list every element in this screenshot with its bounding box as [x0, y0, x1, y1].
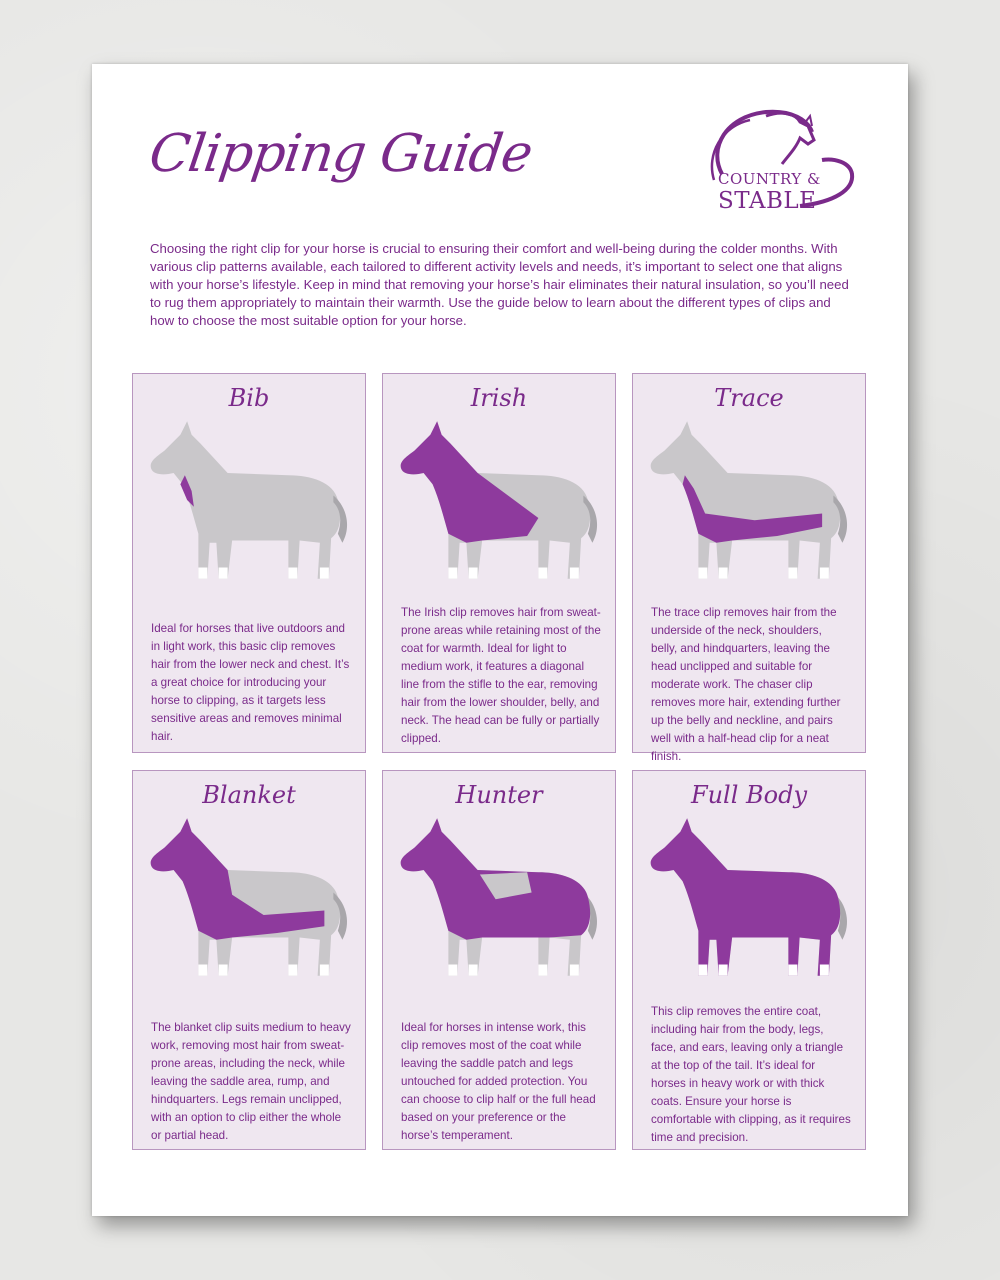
clip-card-full — [632, 770, 866, 1150]
clip-card-trace — [632, 373, 866, 763]
intro-paragraph: Choosing the right clip for your horse is crucial to ensuring their comfort and well-being during the colder months. With various clip patterns available, each tailored to different activity levels and needs, it’s important to select one that aligns with your horse’s lifestyle. Keep in mind that removing your horse’s hair eliminates their natural insulation, so you’ll need to rug them appropriately to maintain their warmth. Use the guide below to learn about the different types of clips and how to choose the most suitable option for your horse. — [150, 241, 849, 328]
horse-irish-clip-illustration — [389, 410, 609, 590]
horse-full-clip-illustration — [639, 807, 859, 987]
logo-text-country: COUNTRY & — [718, 170, 821, 188]
horse-hunter-clip-illustration — [389, 807, 609, 987]
clip-card-title: Hunter — [455, 781, 543, 809]
clip-card-hunter — [382, 770, 616, 1150]
clip-card-description: This clip removes the entire coat, including hair from the body, legs, face, and ears, leaving only a triangle at the top of the tail. It’s ideal for horses in heavy work or with thick coats. Ensure your horse is comfortable with clipping, as it requires time and precision. — [651, 1005, 851, 1144]
clip-card-description: The trace clip removes hair from the underside of the neck, shoulders, belly, and hindquarters, leaving the head unclipped and suitable for moderate work. The chaser clip removes more hair, extending further up the belly and neckline, and pairs well with a half-head clip for a neat finish. — [651, 606, 841, 763]
clip-card-irish — [382, 373, 616, 753]
clip-card-description: The Irish clip removes hair from sweat-prone areas while retaining most of the coat for warmth. Ideal for light to medium work, it features a diagonal line from the stifle to the ear, removing hair from the lower shoulder, belly, and neck. The head can be fully or partially clipped. — [401, 606, 601, 745]
clip-card-bib — [132, 373, 366, 753]
page-title: Clipping Guide — [145, 124, 536, 184]
horse-bib-clip-illustration — [139, 410, 359, 590]
clip-card-description: The blanket clip suits medium to heavy work, removing most hair from sweat-prone areas, including the neck, while leaving the saddle area, rump, and hindquarters. Legs remain unclipped, with an option to clip either the whole or partial head. — [151, 1021, 351, 1142]
clip-card-title: Bib — [228, 384, 270, 412]
clip-card-title: Blanket — [202, 781, 296, 809]
logo-text-stable: STABLE — [718, 188, 817, 214]
clip-card-blanket — [132, 770, 366, 1150]
clip-card-title: Irish — [470, 384, 528, 412]
clip-card-title: Trace — [714, 384, 784, 412]
guide-sheet — [92, 64, 908, 1216]
horse-trace-clip-illustration — [639, 410, 859, 590]
horse-blanket-clip-illustration — [139, 807, 359, 987]
clip-card-description: Ideal for horses that live outdoors and in light work, this basic clip removes hair from the lower neck and chest. It’s a great choice for introducing your horse to clipping, as it targets less sensitive areas and removes minimal hair. — [151, 622, 350, 743]
clip-card-title: Full Body — [690, 781, 808, 809]
clip-card-description: Ideal for horses in intense work, this clip removes most of the coat while leaving the saddle patch and legs untouched for added protection. You can choose to clip half or the full head based on your preference or the horse’s temperament. — [401, 1021, 596, 1142]
